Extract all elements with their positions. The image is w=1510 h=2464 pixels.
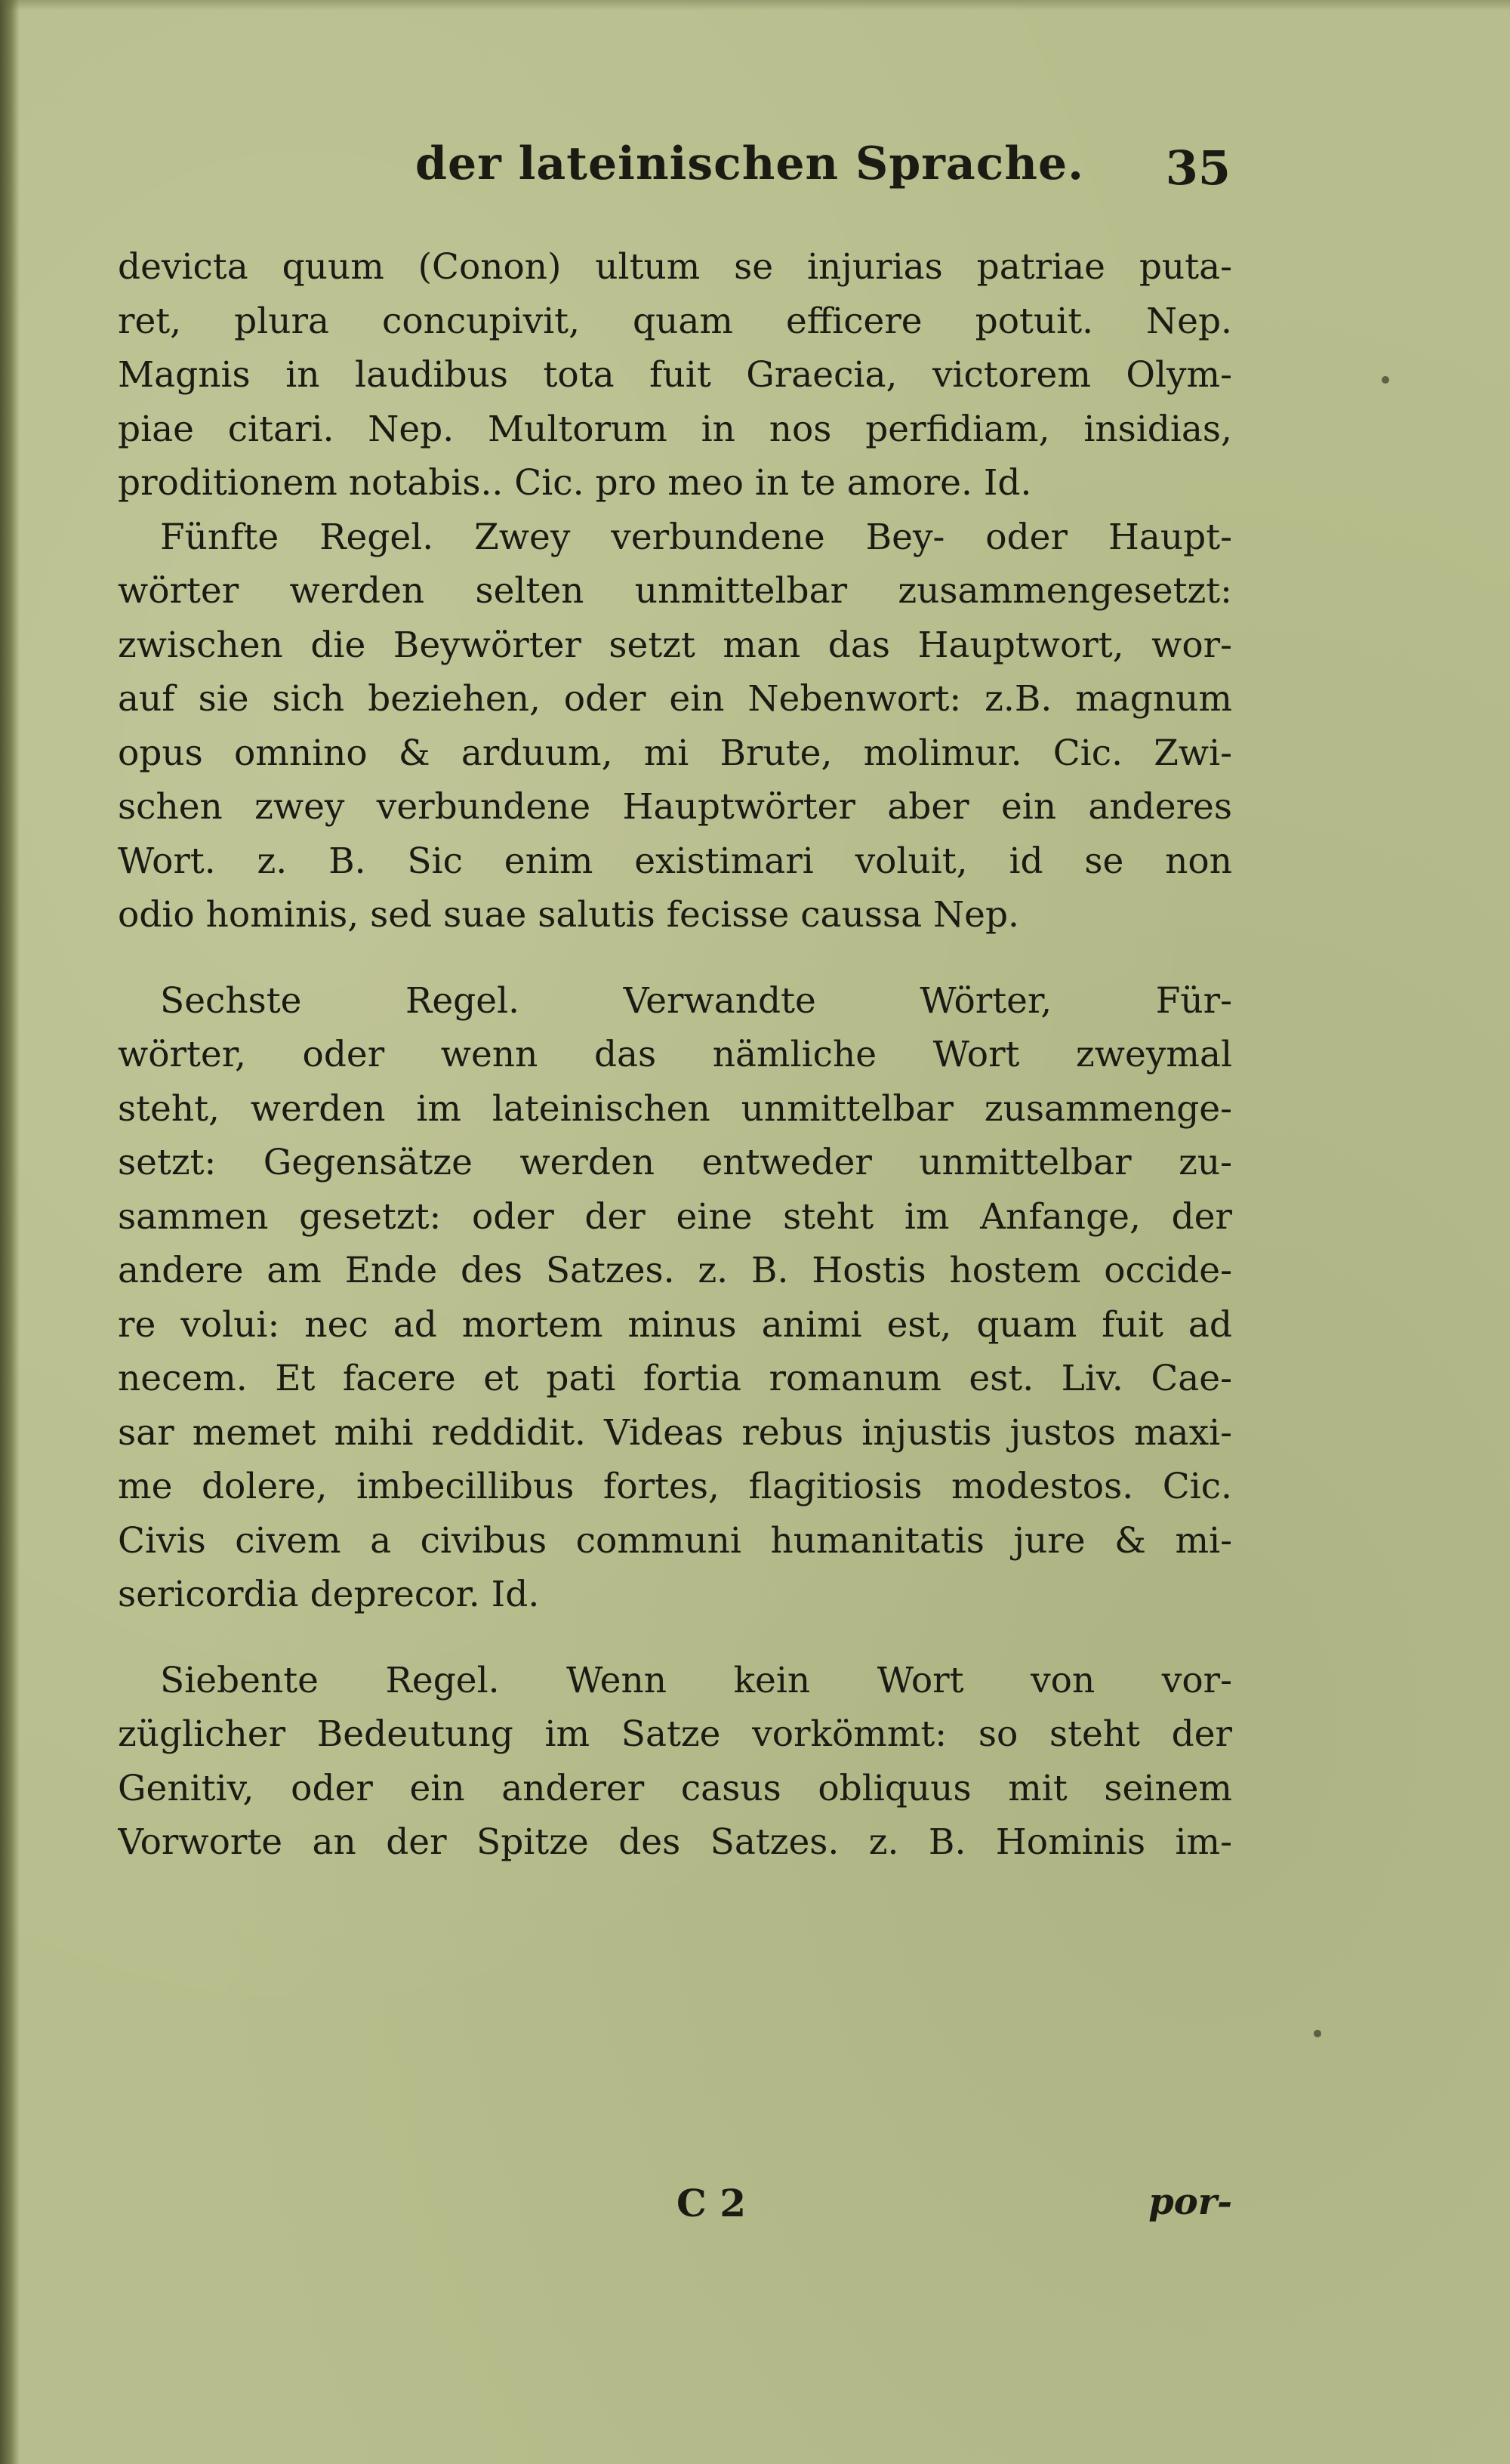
- text-line: Vorworte an der Spitze des Satzes. z. B. Hominis im-: [118, 1821, 1232, 1863]
- catchword: por-: [1148, 2181, 1232, 2223]
- page-top-shadow: [0, 0, 1510, 11]
- text-line: wörter werden selten unmittelbar zusammengesetzt:: [118, 570, 1232, 612]
- paragraph-gap: [118, 1622, 1232, 1654]
- text-line: setzt: Gegensätze werden entweder unmittelbar zu-: [118, 1142, 1232, 1183]
- page-header: [121, 130, 1231, 213]
- rule-six-heading-line: Sechste Regel. Verwandte Wörter, Für-: [160, 979, 1232, 1022]
- body-text: [118, 240, 1232, 1870]
- text-line: sericordia deprecor. Id.: [118, 1574, 540, 1615]
- text-line: sar memet mihi reddidit. Videas rebus injustis justos maxi-: [118, 1411, 1232, 1454]
- running-title: der lateinischen Sprache.: [415, 137, 1085, 190]
- paper-spot: [1382, 376, 1389, 384]
- signature-mark: C 2: [676, 2181, 746, 2225]
- text-line: me dolere, imbecillibus fortes, flagitiosis modestos. Cic.: [118, 1466, 1232, 1507]
- text-line: odio hominis, sed suae salutis fecisse caussa Nep.: [118, 894, 1020, 936]
- text-line: schen zwey verbundene Hauptwörter aber ein anderes: [118, 786, 1232, 828]
- text-line: zwischen die Beywörter setzt man das Hauptwort, wor-: [118, 624, 1232, 666]
- rule-five-heading-line: Fünfte Regel. Zwey verbundene Bey- oder Haupt-: [160, 516, 1232, 558]
- rule-seven-heading-line: Siebente Regel. Wenn kein Wort von vor-: [160, 1659, 1232, 1701]
- text-line: andere am Ende des Satzes. z. B. Hostis hostem occide-: [118, 1250, 1232, 1291]
- text-line: re volui: nec ad mortem minus animi est, quam fuit ad: [118, 1303, 1232, 1346]
- text-line: Wort. z. B. Sic enim existimari voluit, id se non: [118, 840, 1232, 882]
- text-line: necem. Et facere et pati fortia romanum est. Liv. Cae-: [118, 1358, 1232, 1399]
- text-line: Genitiv, oder ein anderer casus obliquus mit seinem: [118, 1767, 1232, 1809]
- text-line: opus omnino & arduum, mi Brute, molimur. Cic. Zwi-: [118, 732, 1232, 774]
- page-footer: [118, 2181, 1232, 2241]
- text-line: wörter, oder wenn das nämliche Wort zweymal: [118, 1034, 1232, 1075]
- paragraph-gap: [118, 942, 1232, 974]
- text-line: auf sie sich beziehen, oder ein Nebenwort: z.B. magnum: [118, 678, 1232, 720]
- text-line: ret, plura concupivit, quam efficere potuit. Nep.: [118, 300, 1232, 342]
- text-line: Civis civem a civibus communi humanitatis jure & mi-: [118, 1519, 1232, 1562]
- text-line: steht, werden im lateinischen unmittelbar zusammenge-: [118, 1087, 1232, 1130]
- text-line: proditionem notabis.. Cic. pro meo in te amore. Id.: [118, 462, 1032, 504]
- page-edge-shadow: [0, 0, 20, 2464]
- text-line: devicta quum (Conon) ultum se injurias patriae puta-: [118, 246, 1232, 288]
- text-line: sammen gesetzt: oder der eine steht im Anfange, der: [118, 1195, 1232, 1238]
- text-line: züglicher Bedeutung im Satze vorkömmt: so steht der: [118, 1713, 1232, 1755]
- page-number: 35: [1165, 140, 1231, 196]
- text-line: piae citari. Nep. Multorum in nos perfidiam, insidias,: [118, 408, 1232, 450]
- paper-spot: [1314, 2030, 1321, 2037]
- text-line: Magnis in laudibus tota fuit Graecia, victorem Olym-: [118, 354, 1232, 396]
